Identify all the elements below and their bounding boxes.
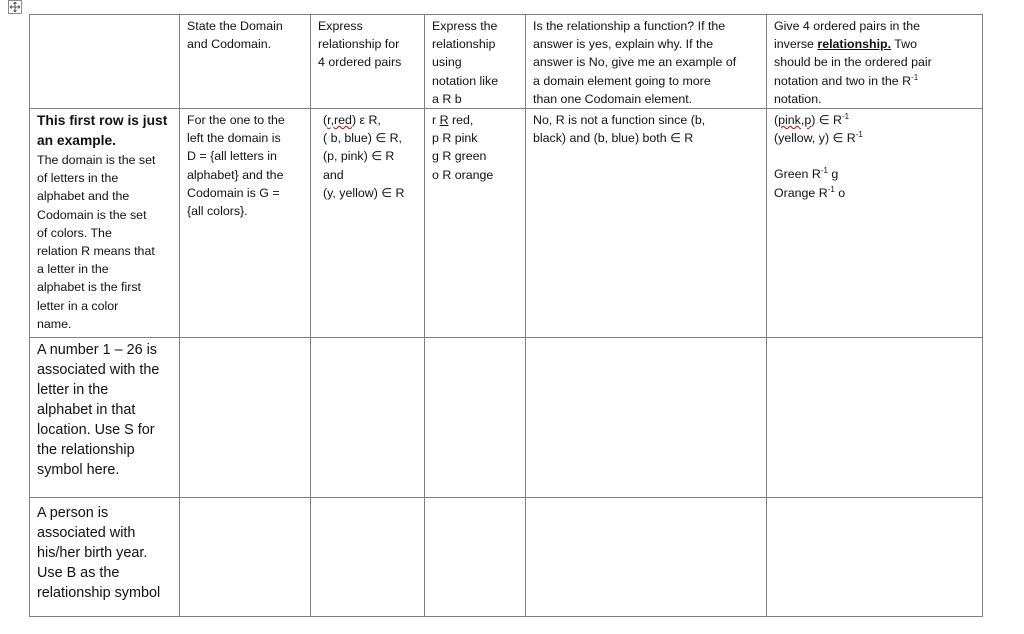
example-ordered-pairs-cell[interactable]: (r,red) ε R, ( b, blue) ∈ R, (p, pink) ∈ R and (y, yellow) ∈ R [311, 109, 425, 338]
row1-description-cell[interactable]: A number 1 – 26 is associated with the letter in the alphabet in that location. Use S for the relationship symbol here. [30, 338, 180, 498]
row2-ordered-pairs-cell[interactable] [311, 498, 425, 617]
example-domain-cell[interactable]: For the one to the left the domain is D = {all letters in alphabet} and the Codomain is G = {all colors}. [180, 109, 311, 338]
row1-function-cell[interactable] [526, 338, 767, 498]
worksheet-table [29, 14, 983, 617]
table-row [30, 498, 983, 617]
row2-inverse-cell[interactable] [767, 498, 983, 617]
example-function-cell[interactable]: No, R is not a function since (b, black) and (b, blue) both ∈ R [526, 109, 767, 338]
row1-notation-cell[interactable] [425, 338, 526, 498]
row2-notation-cell[interactable] [425, 498, 526, 617]
table-move-handle-icon[interactable] [8, 0, 22, 14]
row2-function-cell[interactable] [526, 498, 767, 617]
row1-ordered-pairs-cell[interactable] [311, 338, 425, 498]
header-cell-function[interactable]: Is the relationship a function? If the answer is yes, explain why. If the answer is No, give me an example of a domain element going to more than one Codomain element. [526, 15, 767, 109]
row2-description-cell[interactable]: A person is associated with his/her birth year. Use B as the relationship symbol [30, 498, 180, 617]
table-header-row [30, 15, 983, 109]
example-inverse-cell[interactable]: (pink,p) ∈ $R^{-1}$ (yellow, y) ∈ $R^{-1}$ Green $R^{-1}$ g Orange $R^{-1}$ o [767, 109, 983, 338]
example-row [30, 109, 983, 338]
header-cell-domain[interactable]: State the Domain and Codomain. [180, 15, 311, 109]
header-cell-inverse[interactable]: Give 4 ordered pairs in the inverse relationship. Two should be in the ordered pair notation and two in the $R^{-1}$ notation. [767, 15, 983, 109]
row1-inverse-cell[interactable] [767, 338, 983, 498]
row2-domain-cell[interactable] [180, 498, 311, 617]
example-notation-cell[interactable]: r R red, p R pink g R green o R orange [425, 109, 526, 338]
table-row [30, 338, 983, 498]
header-cell-empty[interactable] [30, 15, 180, 109]
header-cell-notation[interactable]: Express the relationship using notation like a R b [425, 15, 526, 109]
row1-domain-cell[interactable] [180, 338, 311, 498]
example-description-cell[interactable]: This first row is just an example. The domain is the set of letters in the alphabet and the Codomain is the set of colors. The relation R means that a letter in the alphabet is the first letter in a color name. [30, 109, 180, 338]
header-cell-ordered-pairs[interactable]: Express relationship for 4 ordered pairs [311, 15, 425, 109]
